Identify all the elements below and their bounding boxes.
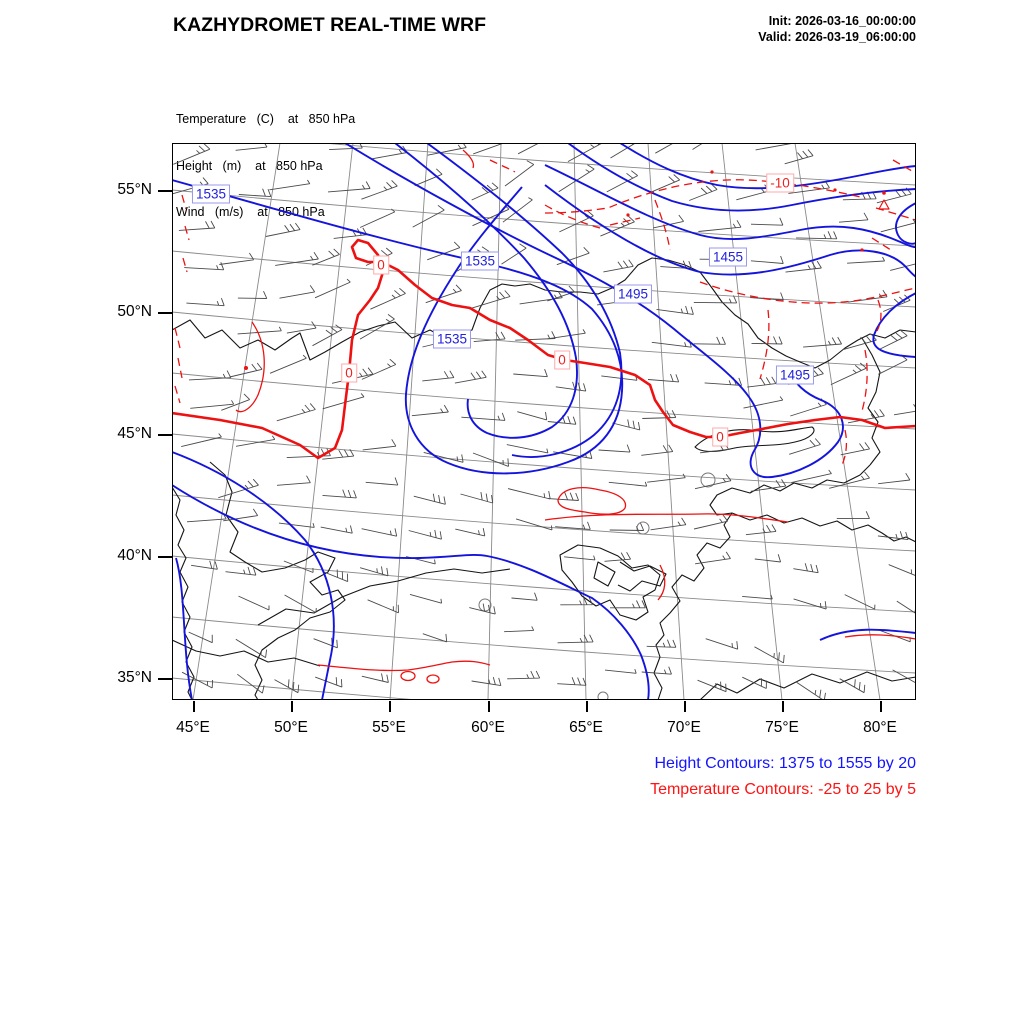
wind-barb (422, 371, 454, 381)
wind-barb (747, 377, 776, 387)
wind-barb (426, 285, 462, 303)
height-contour-label: 1495 (776, 366, 814, 385)
lon-axis-tick (880, 701, 882, 712)
height-contour (873, 293, 916, 357)
wind-barb (652, 340, 692, 348)
wind-barb (794, 599, 827, 609)
lat-axis-label: 55°N (117, 181, 152, 198)
wind-barb (755, 554, 781, 562)
temp-contour-dashed (610, 160, 912, 331)
wind-barb (751, 256, 783, 264)
height-contour (172, 485, 649, 700)
wind-barb (328, 182, 370, 192)
wind-barb (607, 171, 638, 192)
temp-contour (401, 672, 415, 681)
temp-contour-dashed (490, 160, 670, 250)
country-borders (172, 258, 916, 700)
height-contour-label: 1455 (709, 248, 747, 267)
temp-dot (244, 366, 248, 370)
graticule-parallel (172, 143, 916, 185)
lake-markers (479, 473, 715, 700)
wind-barb (803, 337, 842, 347)
page-title: KAZHYDROMET REAL-TIME WRF (173, 14, 487, 36)
lon-axis-label: 75°E (765, 719, 799, 736)
wind-barb (513, 369, 547, 377)
lon-axis-tick (586, 701, 588, 712)
wind-barb (793, 563, 818, 573)
wind-barb (455, 371, 486, 383)
wind-barb (889, 565, 916, 576)
run-times (758, 13, 916, 45)
wind-barb (878, 355, 907, 374)
lon-axis-tick (488, 701, 490, 712)
wind-barb (557, 247, 590, 264)
wind-barb (558, 635, 594, 643)
wind-barb (474, 332, 505, 342)
lat-axis-tick (158, 312, 172, 314)
wind-barb (837, 511, 870, 518)
wind-barb (275, 679, 299, 692)
temp-dot (860, 248, 863, 251)
wind-barb (564, 556, 595, 560)
lat-axis-label: 35°N (117, 669, 152, 686)
wind-barb (173, 144, 210, 165)
init-time: Init: 2026-03-16_00:00:00 (768, 14, 916, 28)
wind-barb (473, 143, 514, 154)
temp-contour-dashed (876, 208, 916, 220)
height-contour-label: 1495 (614, 285, 652, 304)
lat-axis-label: 40°N (117, 547, 152, 564)
wind-barb (746, 525, 776, 535)
wind-barb (366, 478, 398, 486)
wind-barb (275, 252, 318, 265)
wind-barb (238, 327, 282, 334)
temp-contour (463, 150, 474, 168)
wind-barb (505, 161, 534, 186)
height-contour-label: 1535 (461, 252, 499, 271)
temp-dot (710, 170, 713, 173)
wind-barb (322, 449, 354, 459)
lat-axis-tick (158, 434, 172, 436)
wind-barb (512, 593, 538, 601)
height-contour (172, 180, 622, 473)
wind-barb (219, 253, 253, 265)
temperature-contour-note: Temperature Contours: -25 to 25 by 5 (650, 781, 916, 798)
wind-barb (472, 677, 501, 686)
lon-axis-tick (684, 701, 686, 712)
wind-barb (517, 412, 546, 420)
temp-contour-dashed (700, 282, 916, 303)
wind-barb (236, 143, 267, 150)
lon-axis-label: 60°E (471, 719, 505, 736)
temp-contour-dashed (842, 350, 867, 465)
coast-caspian-west (172, 487, 194, 700)
wind-barb (796, 231, 837, 239)
wind-barb (507, 671, 540, 679)
wind-barb (695, 474, 731, 488)
temp-contour (845, 635, 916, 639)
temp-contour-zero (172, 240, 916, 458)
wind-barb (599, 445, 630, 453)
wind-barb (239, 596, 270, 610)
legend-height: Height (m) at 850 hPa (176, 158, 323, 173)
wind-barb (360, 209, 395, 228)
lat-axis-label: 50°N (117, 303, 152, 320)
border-kyrgyzstan (710, 465, 916, 542)
graticule-parallel (172, 495, 916, 551)
wind-barb (605, 669, 636, 673)
lon-axis-label: 45°E (176, 719, 210, 736)
wind-barb (603, 260, 633, 272)
wind-barb (843, 334, 877, 350)
wind-barb (653, 215, 683, 228)
temp-contour-dashed (175, 195, 189, 403)
wind-barb (455, 528, 485, 536)
wind-barb (518, 143, 554, 154)
wind-barb (698, 220, 741, 231)
border-east-china (862, 338, 880, 465)
wind-barb (368, 600, 399, 613)
wind-barb (323, 490, 357, 498)
wind-barb (412, 405, 449, 416)
wind-barb (315, 279, 350, 298)
wind-barb (321, 526, 353, 534)
wind-barb (557, 677, 586, 685)
wind-barb (362, 359, 396, 379)
wind-barb (840, 679, 865, 693)
wind-barb (655, 143, 680, 153)
temp-dot (626, 213, 629, 216)
wind-barb (363, 439, 396, 450)
wind-barb (312, 249, 339, 265)
wind-barb (789, 439, 820, 455)
map-plot (172, 143, 916, 700)
height-contour (568, 143, 916, 211)
wind-barb (239, 189, 271, 197)
wind-barb (785, 150, 813, 164)
temp-dot (882, 191, 886, 195)
graticule-parallel (172, 434, 916, 490)
wind-barb (516, 519, 552, 530)
wind-barb (694, 515, 728, 529)
wind-barb (277, 403, 316, 420)
wind-barb (280, 285, 315, 298)
wind-barb (269, 180, 309, 190)
wind-barb (560, 597, 592, 604)
wind-barb (189, 632, 213, 643)
wind-barb (788, 181, 829, 193)
wind-barb (508, 489, 550, 499)
graticule-parallel (172, 617, 916, 673)
coast-caspian-east (210, 462, 345, 700)
wind-barb (706, 639, 738, 650)
graticule-parallel (172, 251, 916, 307)
lon-axis-label: 50°E (274, 719, 308, 736)
wind-barb (605, 552, 631, 561)
wind-barb (221, 394, 249, 410)
wind-barb (187, 515, 226, 522)
lon-axis-tick (291, 701, 293, 712)
wind-barb (878, 473, 910, 484)
graticule-meridian (574, 143, 586, 700)
wind-barb (751, 218, 783, 225)
graticule-meridian (722, 143, 782, 700)
height-contour-label: 1535 (192, 185, 230, 204)
wind-barb (270, 355, 306, 373)
wind-barb (556, 382, 586, 391)
wind-barb (694, 337, 726, 344)
border-turkmen-uzbek (258, 569, 510, 625)
lon-axis-tick (193, 701, 195, 712)
temperature-contour-label: -10 (766, 174, 794, 193)
temp-contour (318, 661, 490, 670)
wind-barb (414, 494, 446, 505)
graticule-meridian (193, 143, 280, 700)
wind-barb (266, 223, 300, 236)
graticule-parallel (172, 312, 916, 368)
wind-barb (755, 647, 785, 663)
wind-barb (179, 221, 215, 230)
lat-axis-tick (158, 556, 172, 558)
wind-barb (897, 601, 916, 616)
contour-notes (650, 751, 916, 803)
wind-barb (883, 295, 910, 312)
wind-barb (279, 523, 314, 527)
wind-barb (790, 399, 826, 416)
lat-axis-tick (158, 678, 172, 680)
wind-barb (845, 595, 875, 610)
lon-axis-label: 70°E (667, 719, 701, 736)
wind-barb (472, 183, 498, 200)
wind-barb (742, 595, 772, 599)
wind-barb (315, 677, 342, 687)
legend-wind: Wind (m/s) at 850 hPa (176, 205, 325, 219)
wind-barb (651, 518, 686, 530)
wind-barb (752, 337, 783, 345)
lon-axis-tick (782, 701, 784, 712)
wind-barb (184, 262, 224, 270)
wind-barb (559, 211, 593, 232)
wind-barb (362, 528, 397, 536)
wind-barb (504, 626, 534, 631)
wind-barb (610, 601, 645, 608)
wind-barb (742, 677, 766, 688)
wind-barb (277, 476, 310, 486)
wind-barb (647, 640, 676, 648)
wind-barb (841, 442, 870, 454)
lon-axis-label: 55°E (372, 719, 406, 736)
wind-barb (313, 325, 343, 346)
wind-barb (796, 682, 826, 700)
wind-barb (230, 363, 262, 377)
lon-axis-label: 80°E (863, 719, 897, 736)
wind-barb (238, 291, 267, 298)
border-iran-south (172, 640, 320, 666)
wind-barb (469, 291, 510, 309)
wind-barb (689, 184, 717, 201)
temp-contour (427, 675, 439, 683)
wind-barb (461, 492, 493, 503)
temp-dot (833, 188, 836, 191)
wind-barb (831, 363, 866, 385)
graticule-parallel (172, 556, 916, 612)
wind-barb (186, 298, 224, 306)
border-afghan-south (700, 672, 916, 700)
graticule-parallel (172, 678, 916, 700)
height-contour (427, 143, 621, 457)
lon-axis-label: 65°E (569, 719, 603, 736)
height-contour-label: 1535 (433, 330, 471, 349)
wind-barb (409, 530, 442, 539)
wind-barb (507, 445, 548, 453)
wind-barb (612, 419, 639, 430)
wind-barb (694, 296, 737, 303)
temperature-contour-label: 0 (373, 256, 389, 275)
wind-barb (894, 403, 916, 415)
wind-barb (226, 567, 256, 575)
lon-axis-tick (389, 701, 391, 712)
legend-temperature: Temperature (C) at 850 hPa (176, 112, 356, 126)
lake-aral-island (594, 562, 615, 586)
wind-barb (756, 143, 796, 150)
wind-barb (461, 413, 505, 421)
wind-barb (473, 453, 509, 466)
wind-barb (190, 400, 233, 408)
temperature-contour-label: 0 (712, 428, 728, 447)
wind-barb (413, 205, 445, 227)
wind-barb (847, 257, 885, 263)
wind-barb (410, 594, 442, 603)
wind-barb (362, 673, 389, 682)
temp-contour (545, 514, 788, 522)
wind-barb (657, 306, 694, 314)
temperature-contour-label: 0 (554, 351, 570, 370)
height-contour-note: Height Contours: 1375 to 1555 by 20 (654, 755, 916, 772)
valid-time: Valid: 2026-03-19_06:00:00 (758, 30, 916, 44)
wind-barb (839, 213, 868, 222)
temp-contour (558, 488, 626, 515)
lat-axis-label: 45°N (117, 425, 152, 442)
lat-axis-tick (158, 190, 172, 192)
wind-barb (890, 255, 916, 271)
wind-barb (601, 376, 637, 380)
wind-barb (609, 482, 647, 486)
wind-barb (323, 393, 364, 408)
temperature-contour-label: 0 (341, 364, 357, 383)
